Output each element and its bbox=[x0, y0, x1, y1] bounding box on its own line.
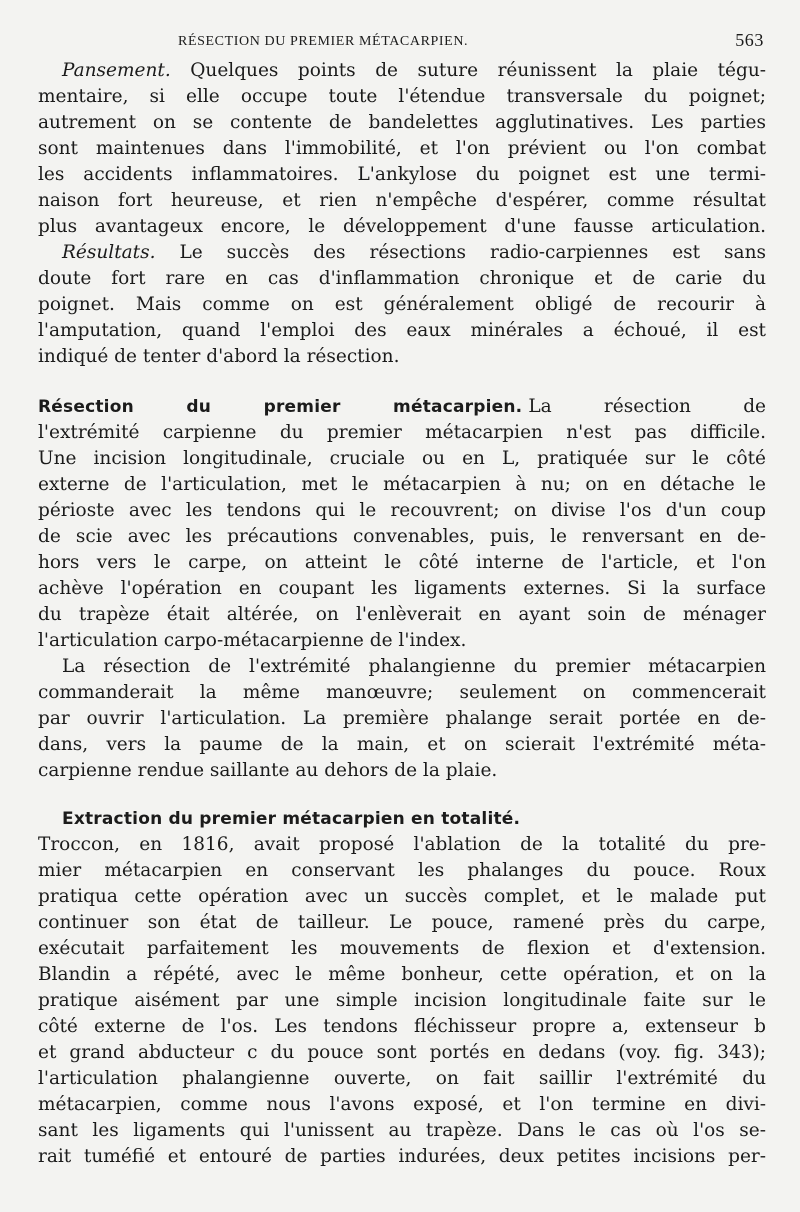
pansement-label: Pansement. bbox=[62, 60, 171, 81]
text-line: du trapèze était altérée, on l'enlèverait en ayant soin de ménager bbox=[38, 604, 766, 625]
text-line: l'amputation, quand l'emploi des eaux minérales a échoué, il est bbox=[38, 320, 766, 341]
text-line: sont maintenues dans l'immobilité, et l'on prévient ou l'on combat bbox=[38, 138, 766, 159]
page-header bbox=[38, 28, 766, 58]
text-line: indiqué de tenter d'abord la résection. bbox=[38, 346, 400, 367]
section-spacer bbox=[38, 784, 766, 806]
text-line: La résection de l'extrémité phalangienne du premier métacarpien bbox=[62, 656, 766, 677]
text-line: pratique aisément par une simple incision longitudinale faite sur le bbox=[38, 990, 766, 1011]
text-line: plus avantageux encore, le développement d'une fausse articulation. bbox=[38, 216, 766, 237]
text-line: pratiqua cette opération avec un succès complet, et le malade put bbox=[38, 886, 766, 907]
text-line: l'extrémité carpienne du premier métacarpien n'est pas difficile. bbox=[38, 422, 766, 443]
text-line: doute fort rare en cas d'inflammation chronique et de carie du bbox=[38, 268, 766, 289]
text-line: autrement on se contente de bandelettes agglutinatives. Les parties bbox=[38, 112, 766, 133]
text-line: rait tuméfié et entouré de parties indurées, deux petites incisions per- bbox=[38, 1146, 766, 1167]
text-line: l'articulation carpo-métacarpienne de l'index. bbox=[38, 630, 467, 651]
text-line: l'articulation phalangienne ouverte, on fait saillir l'extrémité du bbox=[38, 1068, 766, 1089]
text-line: commanderait la même manœuvre; seulement on commencerait bbox=[38, 682, 766, 703]
book-page bbox=[38, 28, 766, 1170]
text-line: mentaire, si elle occupe toute l'étendue transversale du poignet; bbox=[38, 86, 766, 107]
text-line: continuer son état de tailleur. Le pouce, ramené près du carpe, bbox=[38, 912, 766, 933]
text-line: achève l'opération en coupant les ligaments externes. Si la surface bbox=[38, 578, 766, 599]
text-line: externe de l'articulation, met le métacarpien à nu; on en détache le bbox=[38, 474, 766, 495]
text-line: Résection du premier métacarpien. La résection de bbox=[38, 396, 766, 417]
text-line: et grand abducteur c du pouce sont portés en dedans (voy. fig. 343); bbox=[38, 1042, 766, 1063]
text-line: métacarpien, comme nous l'avons exposé, et l'on termine en divi- bbox=[38, 1094, 766, 1115]
paragraph-pansement bbox=[38, 58, 766, 240]
text-line: de scie avec les précautions convenables, puis, le renversant en de- bbox=[38, 526, 766, 547]
text-line: les accidents inflammatoires. L'ankylose du poignet est une termi- bbox=[38, 164, 766, 185]
page-number: 563 bbox=[735, 30, 764, 50]
section-spacer bbox=[38, 370, 766, 394]
paragraph-phalangienne bbox=[38, 654, 766, 784]
text-line: poignet. Mais comme on est généralement obligé de recourir à bbox=[38, 294, 766, 315]
text-line: Troccon, en 1816, avait proposé l'ablation de la totalité du pre- bbox=[38, 834, 766, 855]
section-resection bbox=[38, 394, 766, 654]
section-title-extraction: Extraction du premier métacarpien en totalité. bbox=[62, 809, 521, 829]
text-line bbox=[38, 806, 766, 832]
section-extraction bbox=[38, 806, 766, 1170]
text-line: Pansement. Quelques points de suture réunissent la plaie tégu- bbox=[62, 60, 766, 81]
text-line: carpienne rendue saillante au dehors de la plaie. bbox=[38, 760, 498, 781]
text-line: dans, vers la paume de la main, et on scierait l'extrémité méta- bbox=[38, 734, 766, 755]
section-title-resection: Résection du premier métacarpien. bbox=[38, 397, 523, 417]
resultats-label: Résultats. bbox=[62, 242, 156, 263]
text-line: mier métacarpien en conservant les phalanges du pouce. Roux bbox=[38, 860, 766, 881]
paragraph-resultats bbox=[38, 240, 766, 370]
running-title: RÉSECTION DU PREMIER MÉTACARPIEN. bbox=[178, 34, 469, 49]
text-line: Une incision longitudinale, cruciale ou en L, pratiquée sur le côté bbox=[38, 448, 766, 469]
text-line: naison fort heureuse, et rien n'empêche d'espérer, comme résultat bbox=[38, 190, 766, 211]
text-line: par ouvrir l'articulation. La première phalange serait portée en de- bbox=[38, 708, 766, 729]
text-line: périoste avec les tendons qui le recouvrent; on divise l'os d'un coup bbox=[38, 500, 766, 521]
text-line: sant les ligaments qui l'unissent au trapèze. Dans le cas où l'os se- bbox=[38, 1120, 766, 1141]
text-line: exécutait parfaitement les mouvements de flexion et d'extension. bbox=[38, 938, 766, 959]
text-line: Résultats. Le succès des résections radio-carpiennes est sans bbox=[62, 242, 766, 263]
text-line: côté externe de l'os. Les tendons fléchisseur propre a, extenseur b bbox=[38, 1016, 766, 1037]
text-line: Blandin a répété, avec le même bonheur, cette opération, et on la bbox=[38, 964, 766, 985]
text-line: hors vers le carpe, on atteint le côté interne de l'article, et l'on bbox=[38, 552, 766, 573]
